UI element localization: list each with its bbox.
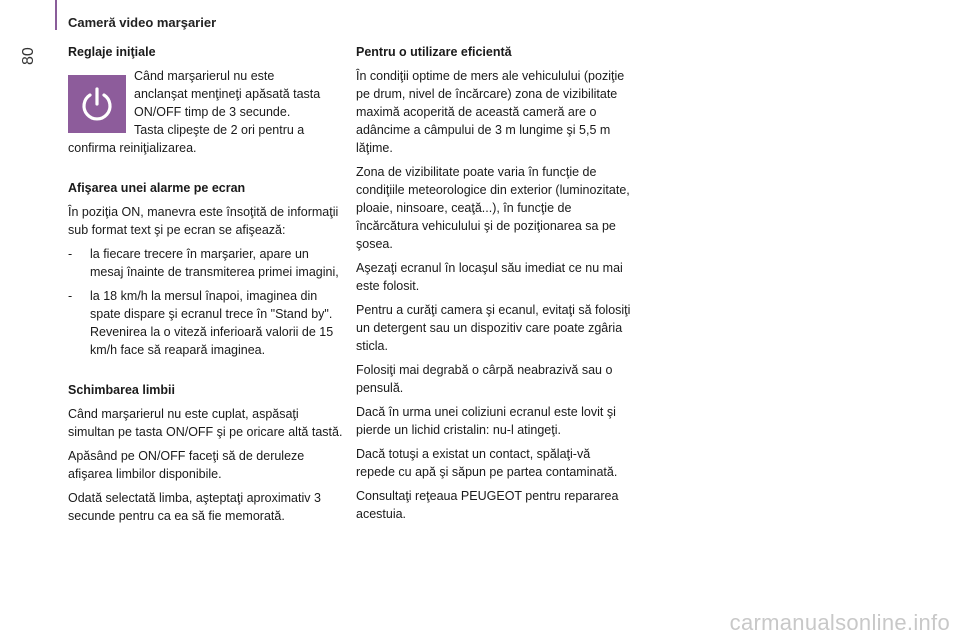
section-title: Pentru o utilizare eficientă (356, 45, 512, 59)
power-description (134, 67, 343, 139)
paragraph: Aşezaţi ecranul în locaşul său imediat ce nu mai este folosit. (356, 261, 623, 293)
paragraph: Dacă totuşi a existat un contact, spălaţi-vă repede cu apă şi săpun pe partea contaminată. (356, 447, 618, 479)
header-accent-bar (55, 0, 57, 30)
list-item: - la 18 km/h la mersul înapoi, imaginea din spate dispare şi ecranul trece în "Stand by". Revenirea la o viteză inferioară valorii de 15 km/h face să reapară imaginea. (68, 289, 334, 357)
paragraph: Dacă în urma unei coliziuni ecranul este lovit şi pierde un lichid cristalin: nu-l atingeţi. (356, 405, 616, 437)
page-header-title: Cameră video marşarier (68, 15, 217, 30)
section-initial-settings (68, 43, 343, 157)
paragraph: Folosiţi mai degrabă o cârpă neabrazivă sau o pensulă. (356, 363, 613, 395)
page-number: 80 (20, 47, 37, 65)
paragraph: În poziţia ON, manevra este însoţită de informaţii sub format text şi pe ecran se afişează: (68, 205, 339, 237)
text-line: anclanşat menţineţi apăsată tasta (134, 87, 321, 101)
paragraph: Zona de vizibilitate poate varia în funcţie de condiţiile meteorologice din exterior (luminozitate, ploaie, ninsoare, ceaţă...), în funcţie de încărcătura vehiculului şi de poziţionarea sa pe şosea. (356, 165, 630, 251)
text-line: confirma reiniţializarea. (68, 141, 197, 155)
section-efficient-use (356, 43, 631, 523)
alarm-list (68, 245, 343, 359)
paragraph: Pentru a curăţi camera şi ecanul, evitaţi să folosiţi un detergent sau un dispozitiv care poate zgâria sticla. (356, 303, 631, 353)
section-title: Reglaje iniţiale (68, 45, 156, 59)
paragraph: Consultaţi reţeaua PEUGEOT pentru repararea acestuia. (356, 489, 619, 521)
watermark: carmanualsonline.info (729, 610, 950, 635)
section-title: Afişarea unei alarme pe ecran (68, 181, 246, 195)
right-column (356, 43, 631, 545)
paragraph: Apăsând pe ON/OFF faceţi să de deruleze afişarea limbilor disponibile. (68, 449, 305, 481)
paragraph: Odată selectată limba, aşteptaţi aproximativ 3 secunde pentru ca ea să fie memorată. (68, 491, 321, 523)
section-title: Schimbarea limbii (68, 383, 175, 397)
section-screen-alarm (68, 179, 343, 359)
paragraph: Când marşarierul nu este cuplat, aspăsaţi simultan pe tasta ON/OFF şi pe oricare altă tastă. (68, 407, 343, 439)
text-line: Tasta clipeşte de 2 ori pentru a (134, 123, 305, 137)
paragraph: În condiţii optime de mers ale vehiculului (poziţie pe drum, nivel de încărcare) zona de vizibilitate maximă acoperită de această cameră are o adâncime a câmpului de 3 m lungime şi 5,5 m lăţime. (356, 69, 625, 155)
text-line: Când marşarierul nu este (134, 69, 275, 83)
left-column (68, 43, 343, 547)
text-line: ON/OFF timp de 3 secunde. (134, 105, 291, 119)
power-icon (68, 75, 126, 133)
section-change-language (68, 381, 343, 525)
list-item: - la fiecare trecere în marşarier, apare un mesaj înainte de transmiterea primei imagini, (68, 247, 339, 279)
power-block (68, 67, 343, 139)
